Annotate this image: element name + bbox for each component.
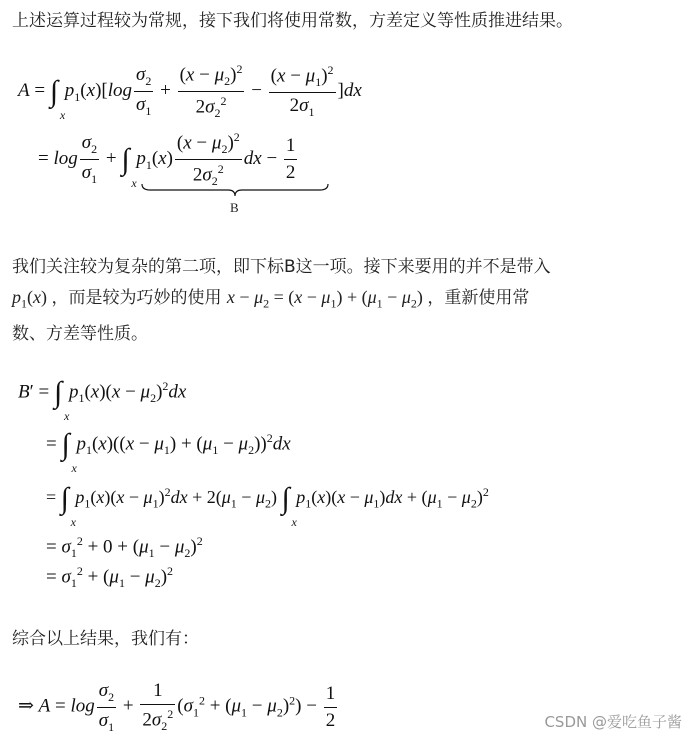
integral-sign: ∫ x (53, 376, 70, 423)
paragraph-3: 综合以上结果，我们有： (12, 629, 199, 649)
watermark: CSDN @爱吃鱼子酱 (544, 713, 682, 731)
equation-final: ⇒ A = log $\frac{\sigma_2}{\sigma_1}$ + $\frac{1}{2\sigma_2^2}$ $(\sigma_1^2 + (\mu_1 - \mu_2)^2)$ − $\frac{1}{2}$ (18, 680, 336, 734)
equation-b-line2: = ∫ x $p_1(x)((x - \mu_1) + (\mu_1 - \mu_2))^2dx$ (46, 428, 291, 475)
integral-sign: ∫ x (61, 428, 77, 475)
equation-a-line2: = log $\frac{\sigma_2}{\sigma_1}$ + ∫ x $p_1(x)$ $\frac{(x - \mu_2)^2}{2\sigma_2^2}$ dx − $\frac{1}{2}$ (38, 130, 296, 190)
paragraph-2 (12, 252, 686, 349)
paragraph-2-line1: 我们关注较为复杂的第二项，即下标B这一项。接下来要用的并不是带入 (12, 257, 551, 277)
underbrace (140, 182, 330, 198)
intro-paragraph: 上述运算过程较为常规，接下我们将使用常数，方差定义等性质推进结果。 (12, 11, 573, 31)
integral-sign: ∫ x (121, 142, 137, 190)
integral-sign: ∫ x (281, 482, 297, 529)
paragraph-2-line2-pre: ，而是较为巧妙的使用 (51, 288, 222, 308)
equation-b-line1: B′ = ∫ x $p_1(x)(x - \mu_2)^2dx$ (18, 376, 187, 423)
inline-math-decomposition: $x - \mu_2 = (x - \mu_1) + (\mu_1 - \mu_2)$ (226, 287, 428, 311)
equation-b-line3: = ∫ x $p_1(x)(x - \mu_1)^2dx + 2(\mu_1 - \mu_2)$ ∫ x $p_1(x)(x - \mu_1)dx + (\mu_1 - \mu_2)^2$ (46, 482, 489, 529)
integral-sign: ∫ x (60, 482, 76, 529)
equation-b-line5: = $\sigma_1^2 + (\mu_1 - \mu_2)^2$ (46, 564, 174, 591)
paragraph-2-line2-post: ，重新使用常 (427, 288, 530, 308)
integral-sign: ∫ x (49, 74, 66, 122)
paragraph-2-line2 (12, 282, 686, 319)
underbrace-label: B (230, 200, 239, 215)
inline-math-p1x: $p_1(x)$ (12, 287, 52, 311)
equation-b-line4: = $\sigma_1^2 + 0 + (\mu_1 - \mu_2)^2$ (46, 534, 203, 561)
paragraph-2-line3: 数、方差等性质。 (12, 323, 148, 344)
equation-a-line1: A = ∫ x $p_1(x)[\log$ $\frac{\sigma_2}{\sigma_1}$ + $\frac{(x - \mu_2)^2}{2\sigma_2^2}$ − $\frac{(x - \mu_1)^2}{2\sigma_1}$ ]dx (18, 62, 362, 122)
